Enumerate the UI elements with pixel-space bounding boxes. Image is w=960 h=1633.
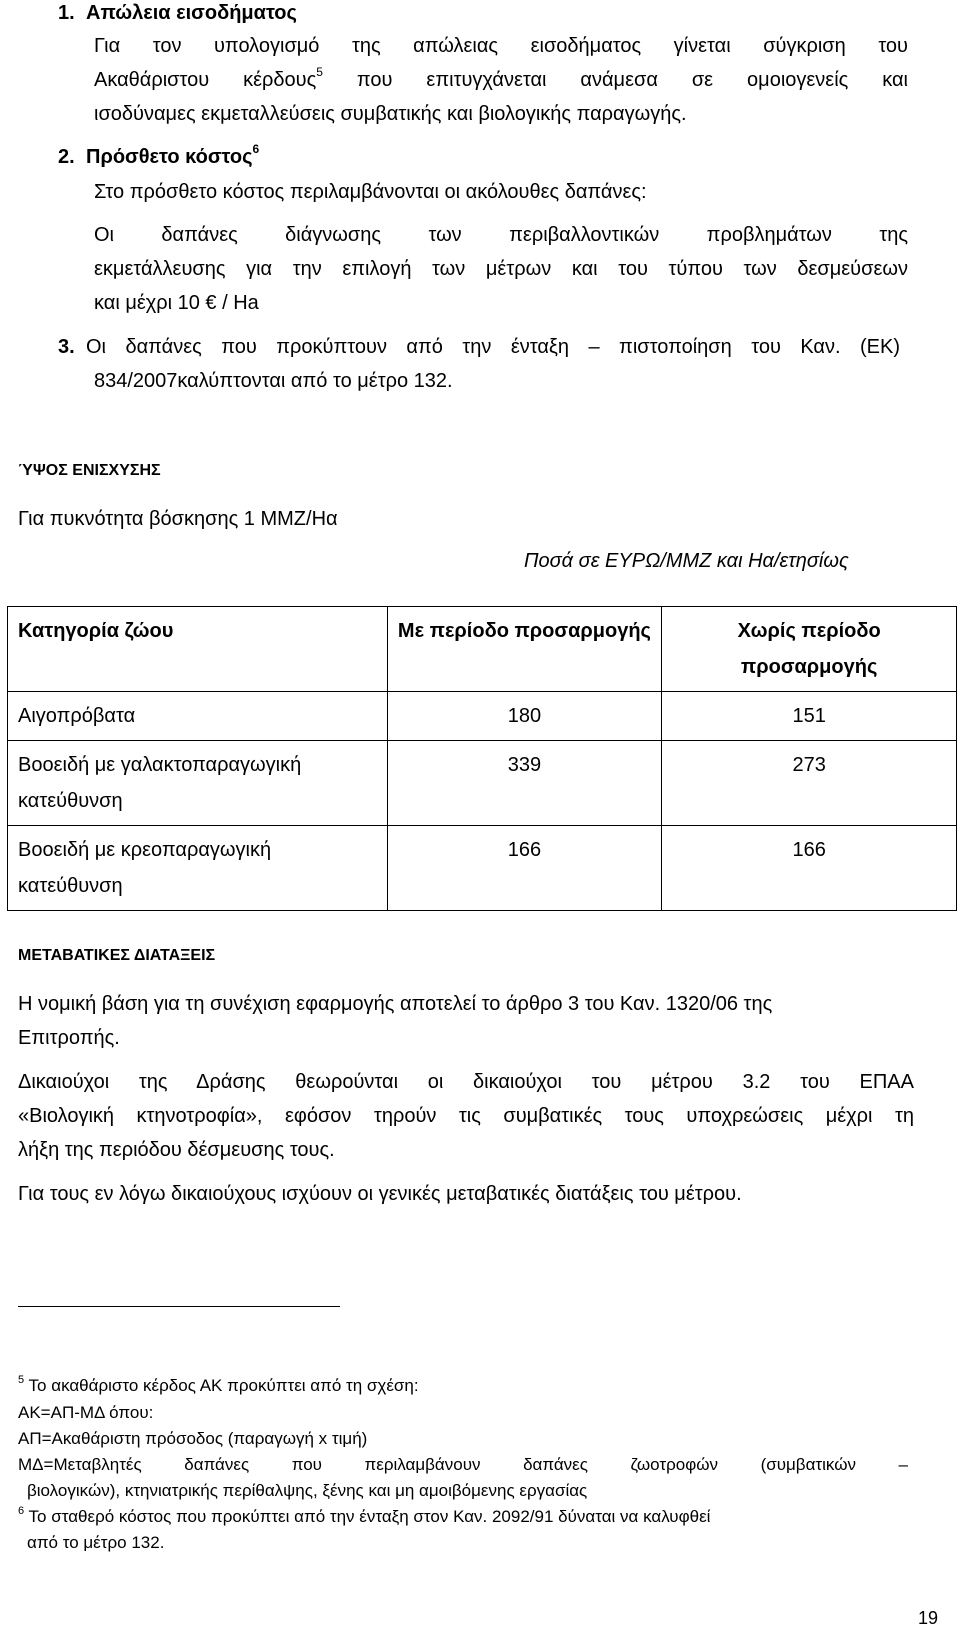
section-2-title: Πρόσθετο κόστος — [86, 146, 253, 168]
header-without-conversion: Χωρίς περίοδο προσαρμογής — [662, 607, 957, 692]
section-3-line-1 — [58, 336, 908, 359]
transitional-p2-line-1: Δικαιούχοι της Δράσης θεωρούνται οι δικαιούχοι του μέτρου 3.2 του ΕΠΑΑ — [18, 1071, 914, 1093]
without-conversion-cell: 166 — [662, 826, 957, 911]
support-amounts-table — [7, 606, 957, 911]
transitional-p1-line-1: Η νομική βάση για τη συνέχιση εφαρμογής αποτελεί το άρθρο 3 του Καν. 1320/06 της — [18, 993, 773, 1015]
table-header-row — [8, 607, 957, 692]
without-conversion-cell: 151 — [662, 692, 957, 741]
with-conversion-cell: 166 — [387, 826, 662, 911]
section-1-text-line-3: ισοδύναμες εκμεταλλεύσεις συμβατικής και βιολογικής παραγωγής. — [94, 103, 687, 125]
support-level-heading: ΎΨΟΣ ΕΝΙΣΧΥΣΗΣ — [18, 462, 161, 479]
section-1-title: Απώλεια εισοδήματος — [86, 2, 297, 24]
section-3-text-line-2: 834/2007καλύπτονται από το μέτρο 132. — [94, 370, 453, 392]
table-row — [8, 741, 957, 826]
with-conversion-cell: 339 — [387, 741, 662, 826]
section-2-text-line-3: εκμετάλλευσης για την επιλογή των μέτρων και του τύπου των δεσμεύσεων — [94, 258, 908, 280]
footnote-5-line-2: ΑΚ=ΑΠ-ΜΔ όπου: — [18, 1403, 154, 1422]
section-2-number: 2. — [58, 146, 75, 168]
header-animal-category: Κατηγορία ζώου — [8, 607, 388, 692]
footnote-6-line-2: από το μέτρο 132. — [27, 1533, 165, 1552]
animal-category-cell: Βοοειδή με γαλακτοπαραγωγική κατεύθυνση — [8, 741, 388, 826]
section-3-number: 3. — [58, 336, 75, 358]
footnote-separator — [18, 1306, 340, 1307]
section-1-text-line-2 — [94, 65, 909, 92]
transitional-p1-line-2: Επιτροπής. — [18, 1027, 120, 1049]
section-1-text-line-1: Για τον υπολογισμό της απώλειας εισοδήματος γίνεται σύγκριση του — [94, 35, 908, 57]
footnote-5-text: Το ακαθάριστο κέρδος ΑΚ προκύπτει από τη σχέση: — [24, 1376, 419, 1395]
section-2-heading — [58, 142, 260, 169]
footnote-5-number: 5 — [18, 1374, 25, 1386]
footnote-5-line-3: ΑΠ=Ακαθάριστη πρόσοδος (παραγωγή x τιμή) — [18, 1429, 368, 1448]
table-row — [8, 826, 957, 911]
section-1-heading — [58, 2, 297, 25]
footnote-6-number: 6 — [18, 1505, 25, 1517]
transitional-p2-line-2: «Βιολογική κτηνοτροφία», εφόσον τηρούν τις συμβατικές τους υποχρεώσεις μέχρι τη — [18, 1105, 914, 1127]
animal-category-cell: Βοοειδή με κρεοπαραγωγική κατεύθυνση — [8, 826, 388, 911]
section-2-text-line-1: Στο πρόσθετο κόστος περιλαμβάνονται οι ακόλουθες δαπάνες: — [94, 181, 647, 203]
section-1-text-part-a: Ακαθάριστου κέρδους — [94, 69, 317, 91]
header-with-conversion: Με περίοδο προσαρμογής — [387, 607, 662, 692]
with-conversion-cell: 180 — [387, 692, 662, 741]
without-conversion-cell: 273 — [662, 741, 957, 826]
table-row — [8, 692, 957, 741]
amounts-unit-note: Ποσά σε ΕΥΡΩ/ΜΜΖ και Ηα/ετησίως — [524, 550, 849, 572]
section-2-text-line-4: και μέχρι 10 € / Ηa — [94, 292, 259, 314]
footnote-ref-5[interactable]: 5 — [316, 65, 323, 79]
transitional-provisions-heading: ΜΕΤΑΒΑΤΙΚΕΣ ΔΙΑΤΑΞΕΙΣ — [18, 947, 216, 964]
section-1-number: 1. — [58, 2, 75, 24]
footnote-5-line-1 — [18, 1376, 419, 1396]
page-number: 19 — [918, 1608, 939, 1628]
animal-category-cell: Αιγοπρόβατα — [8, 692, 388, 741]
footnote-5-line-5: βιολογικών), κτηνιατρικής περίθαλψης, ξένης και μη αμοιβόμενης εργασίας — [27, 1481, 588, 1500]
footnote-6-line-1 — [18, 1507, 710, 1527]
section-2-text-line-2: Οι δαπάνες διάγνωσης των περιβαλλοντικών προβλημάτων της — [94, 224, 908, 246]
section-3-text-line-1: Οι δαπάνες που προκύπτουν από την ένταξη – πιστοποίηση του Καν. (ΕΚ) — [86, 336, 900, 358]
footnote-6-text: Το σταθερό κόστος που προκύπτει από την ένταξη στον Καν. 2092/91 δύναται να καλυφθεί — [24, 1507, 711, 1526]
grazing-density-text: Για πυκνότητα βόσκησης 1 ΜΜΖ/Ηα — [18, 508, 338, 530]
transitional-p2-line-3: λήξη της περιόδου δέσμευσης τους. — [18, 1139, 335, 1161]
footnote-5-line-4: ΜΔ=Μεταβλητές δαπάνες που περιλαμβάνουν δαπάνες ζωοτροφών (συμβατικών – — [18, 1455, 908, 1474]
section-1-text-part-b: που επιτυγχάνεται ανάμεσα σε ομοιογενείς και — [322, 69, 909, 91]
transitional-p3: Για τους εν λόγω δικαιούχους ισχύουν οι γενικές μεταβατικές διατάξεις του μέτρου. — [18, 1183, 742, 1205]
footnote-ref-6[interactable]: 6 — [252, 142, 260, 156]
